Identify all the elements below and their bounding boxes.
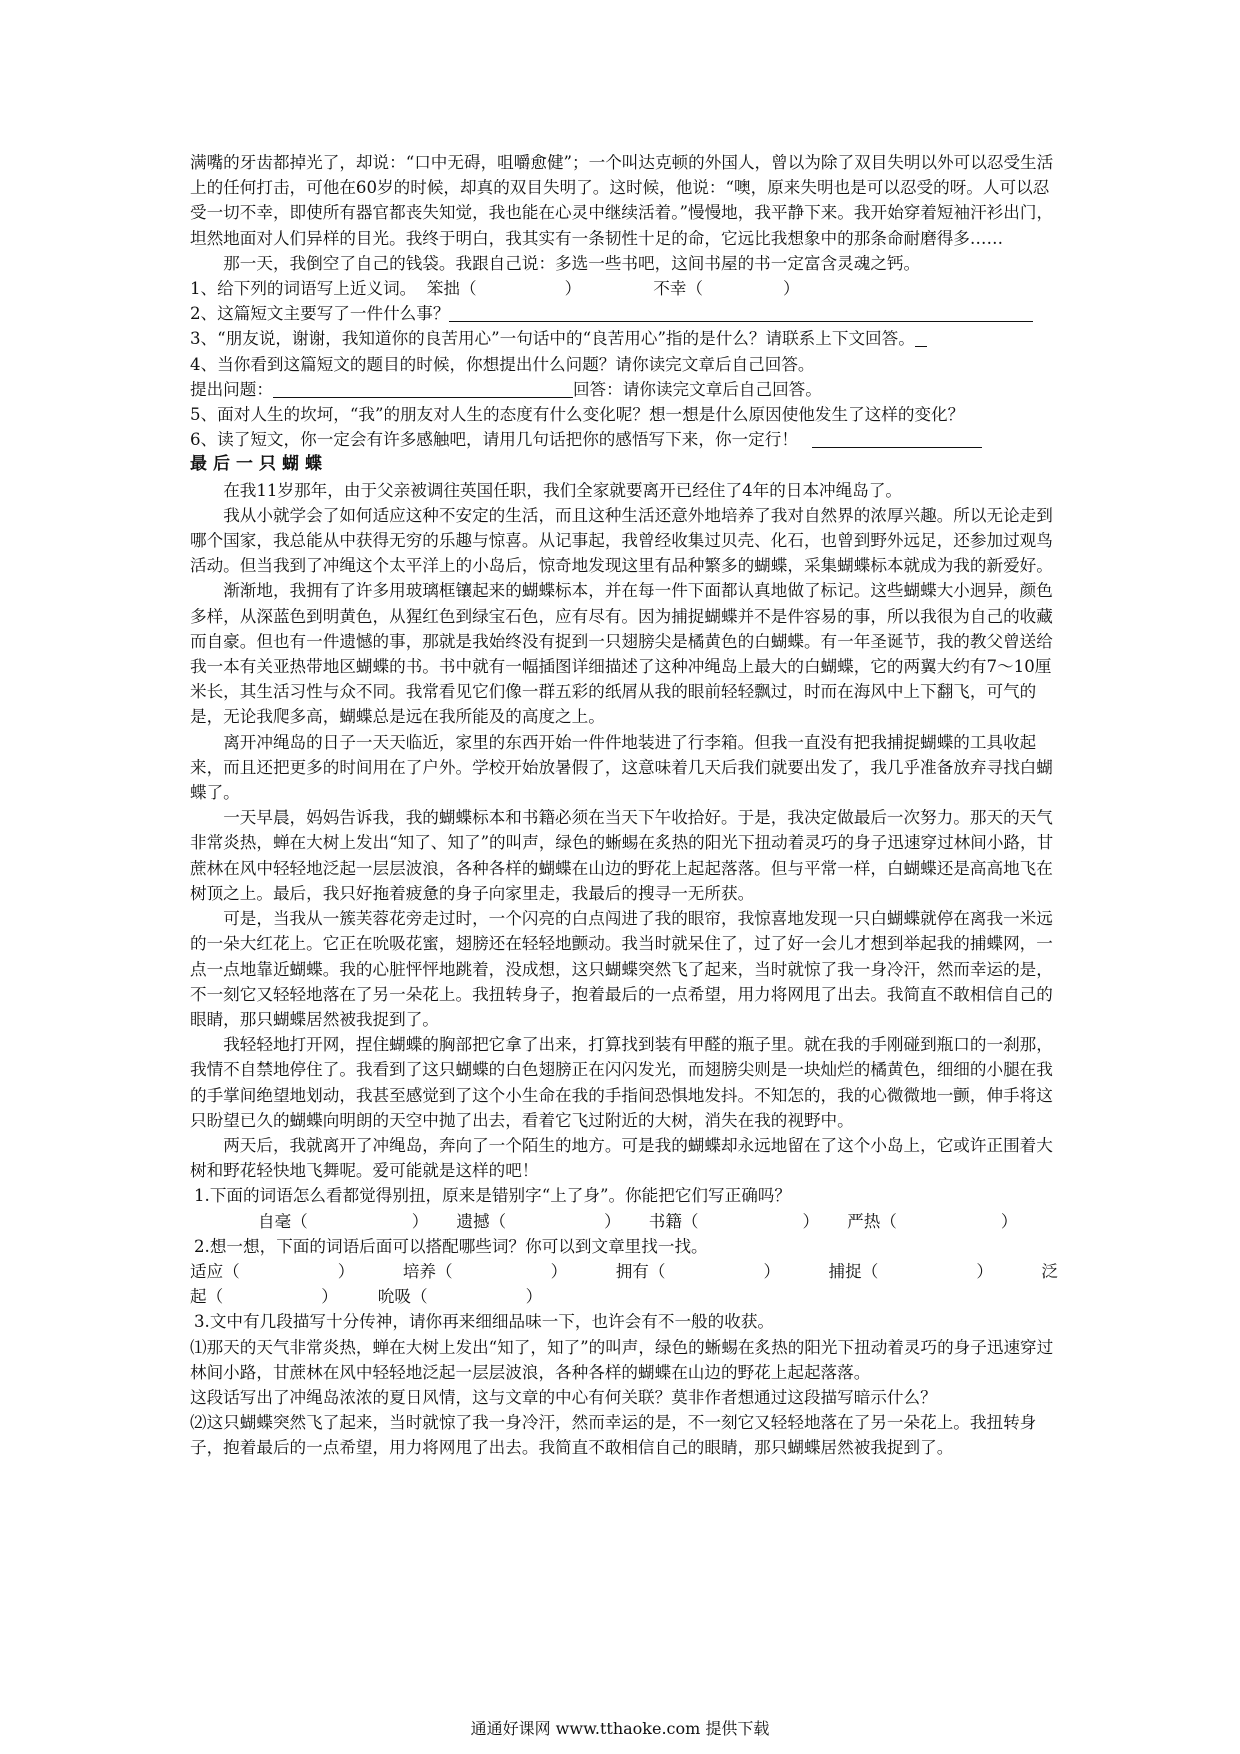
- passage2-paragraph: 一天早晨，妈妈告诉我，我的蝴蝶标本和书籍必须在当天下午收拾好。于是，我决定做最后一次努力。那天的天气非常炎热，蝉在大树上发出“知了、知了”的叫声，绿色的蜥蜴在炙热的阳光下扭动着灵巧的身子迅速穿过林间小路，甘蔗林在风中轻轻地泛起一层层波浪，各种各样的蝴蝶在山边的野花上起起落落。但与平常一样，白蝴蝶还是高高地飞在树顶之上。最后，我只好拖着疲惫的身子向家里走，我最后的搜寻一无所获。: [190, 808, 1054, 903]
- passage2-title: 最后一只蝴蝶: [190, 454, 328, 475]
- question-2: 2、这篇短文主要写了一件什么事？: [190, 301, 1058, 326]
- exercise-3-question: 这段话写出了冲绳岛浓浓的夏日风情，这与文章的中心有何关联？莫非作者想通过这段描写暗示什么？: [190, 1387, 937, 1407]
- exercise-1: 1.下面的词语怎么看都觉得别扭，原来是错别字“上了身”。你能把它们写正确吗？: [194, 1186, 791, 1206]
- question-4: 4、当你看到这篇短文的题目的时候，你想提出什么问题？请你读完文章后自己回答。: [190, 354, 815, 374]
- passage2-paragraph: 渐渐地，我拥有了许多用玻璃框镶起来的蝴蝶标本，并在每一件下面都认真地做了标记。这些蝴蝶大小迥异，颜色多样，从深蓝色到明黄色，从猩红色到绿宝石色，应有尽有。因为捕捉蝴蝶并不是件容易的事，所以我很为自己的收藏而自豪。但也有一件遗憾的事，那就是我始终没有捉到一只翅膀尖是橘黄色的白蝴蝶。有一年圣诞节，我的教父曾送给我一本有关亚热带地区蝴蝶的书。书中就有一幅插图详细描述了这种冲绳岛上最大的白蝴蝶，它的两翼大约有7～10厘米长，其生活习性与众不同。我常看见它们像一群五彩的纸屑从我的眼前轻轻飘过，时而在海风中上下翻飞，可气的是，无论我爬多高，蝴蝶总是远在我所能及的高度之上。: [190, 581, 1053, 727]
- answer-line[interactable]: [915, 328, 927, 347]
- question-1: 1、给下列的词语写上近义词。 笨拙（ ） 不幸（ ）: [190, 279, 800, 299]
- passage1-paragraph: 那一天，我倒空了自己的钱袋。我跟自己说：多选一些书吧，这间书屋的书一定富含灵魂之钙。: [223, 253, 921, 273]
- passage2-paragraph: 我轻轻地打开网，捏住蝴蝶的胸部把它拿了出来，打算找到装有甲醛的瓶子里。就在我的手刚碰到瓶口的一刹那，我情不自禁地停住了。我看到了这只蝴蝶的白色翅膀正在闪闪发光，而翅膀尖则是一块灿烂的橘黄色，细细的小腿在我的手掌间绝望地划动，我甚至感觉到了这个小生命在我的手指间恐惧地发抖。不知怎的，我的心微微地一颤，伸手将这只盼望已久的蝴蝶向明朗的天空中抛了出去，看着它飞过附近的大树，消失在我的视野中。: [190, 1035, 1053, 1130]
- exercise-3: 3.文中有几段描写十分传神，请你再来细细品味一下，也许会有不一般的收获。: [194, 1312, 775, 1332]
- passage2-paragraph: 在我11岁那年，由于父亲被调往英国任职，我们全家就要离开已经住了4年的日本冲绳岛了。: [223, 480, 903, 500]
- document-body: [190, 150, 1058, 1461]
- answer-line[interactable]: [273, 379, 573, 398]
- page-footer: 通通好课网 www.tthaoke.com 提供下载: [470, 1719, 770, 1738]
- exercise-3-excerpt-1: ⑴那天的天气非常炎热，蝉在大树上发出“知了，知了”的叫声，绿色的蜥蜴在炙热的阳光下扭动着灵巧的身子迅速穿过林间小路，甘蔗林在风中轻轻地泛起一层层波浪，各种各样的蝴蝶在山边的野花上起起落落。: [190, 1337, 1054, 1382]
- question-4-lines: 提出问题： 回答：请你读完文章后自己回答。: [190, 379, 822, 399]
- passage2-paragraph: 两天后，我就离开了冲绳岛，奔向了一个陌生的地方。可是我的蝴蝶却永远地留在了这个小岛上，它或许正围着大树和野花轻快地飞舞呢。爱可能就是这样的吧！: [190, 1135, 1053, 1181]
- exercise-2-words: 适应（ ） 培养（ ） 拥有（ ） 捕捉（ ） 泛: [190, 1261, 1058, 1281]
- passage1-paragraph: 满嘴的牙齿都掉光了，却说：“口中无碍，咀嚼愈健”；一个叫达克顿的外国人，曾以为除了双目失明以外可以忍受生活上的任何打击，可他在60岁的时候，却真的双目失明了。这时候，他说：“噢，原来失明也是可以忍受的呀。人可以忍受一切不幸，即使所有器官都丧失知觉，我也能在心灵中继续活着。”慢慢地，我平静下来。我开始穿着短袖汗衫出门，坦然地面对人们异样的目光。我终于明白，我其实有一条韧性十足的命，它远比我想象中的那条命耐磨得多……: [190, 153, 1054, 248]
- answer-line[interactable]: [812, 429, 982, 448]
- exercise-3-excerpt-2: ⑵这只蝴蝶突然飞了起来，当时就惊了我一身冷汗，然而幸运的是，不一刻它又轻轻地落在了另一朵花上。我扭转身子，抱着最后的一点希望，用力将网甩了出去。我简直不敢相信自己的眼睛，那只蝴蝶居然被我捉到了。: [190, 1413, 1037, 1458]
- question-6: 6、读了短文，你一定会有许多感触吧，请用几句话把你的感悟写下来，你一定行！: [190, 427, 1058, 452]
- exercise-2-words: 起（ ） 吮吸（ ）: [190, 1287, 543, 1307]
- answer-line[interactable]: [449, 303, 1033, 322]
- exercise-1-words: 自毫（ ） 遗撼（ ） 书籍（ ） 严热（ ）: [258, 1211, 1018, 1231]
- passage2-paragraph: 我从小就学会了如何适应这种不安定的生活，而且这种生活还意外地培养了我对自然界的浓厚兴趣。所以无论走到哪个国家，我总能从中获得无穷的乐趣与惊喜。从记事起，我曾经收集过贝壳、化石，也曾到野外远足，还参加过观鸟活动。但当我到了冲绳这个太平洋上的小岛后，惊奇地发现这里有品种繁多的蝴蝶，采集蝴蝶标本就成为我的新爱好。: [190, 505, 1053, 576]
- question-5: 5、面对人生的坎坷，“我”的朋友对人生的态度有什么变化呢？想一想是什么原因使他发生了这样的变化？: [190, 405, 965, 425]
- question-3: 3、“朋友说，谢谢，我知道你的良苦用心”一句话中的“良苦用心”指的是什么？请联系上下文回答。: [190, 326, 1058, 351]
- exercise-2: 2.想一想，下面的词语后面可以搭配哪些词？你可以到文章里找一找。: [194, 1236, 708, 1256]
- passage2-paragraph: 可是，当我从一簇芙蓉花旁走过时，一个闪亮的白点闯进了我的眼帘，我惊喜地发现一只白蝴蝶就停在离我一米远的一朵大红花上。它正在吮吸花蜜，翅膀还在轻轻地颤动。我当时就呆住了，过了好一会儿才想到举起我的捕蝶网，一点一点地靠近蝴蝶。我的心脏怦怦地跳着，没成想，这只蝴蝶突然飞了起来，当时就惊了我一身冷汗，然而幸运的是，不一刻它又轻轻地落在了另一朵花上。我扭转身子，抱着最后的一点希望，用力将网甩了出去。我简直不敢相信自己的眼睛，那只蝴蝶居然被我捉到了。: [190, 909, 1053, 1029]
- passage2-paragraph: 离开冲绳岛的日子一天天临近，家里的东西开始一件件地装进了行李箱。但我一直没有把我捕捉蝴蝶的工具收起来，而且还把更多的时间用在了户外。学校开始放暑假了，这意味着几天后我们就要出发了，我几乎准备放弃寻找白蝴蝶了。: [190, 732, 1053, 803]
